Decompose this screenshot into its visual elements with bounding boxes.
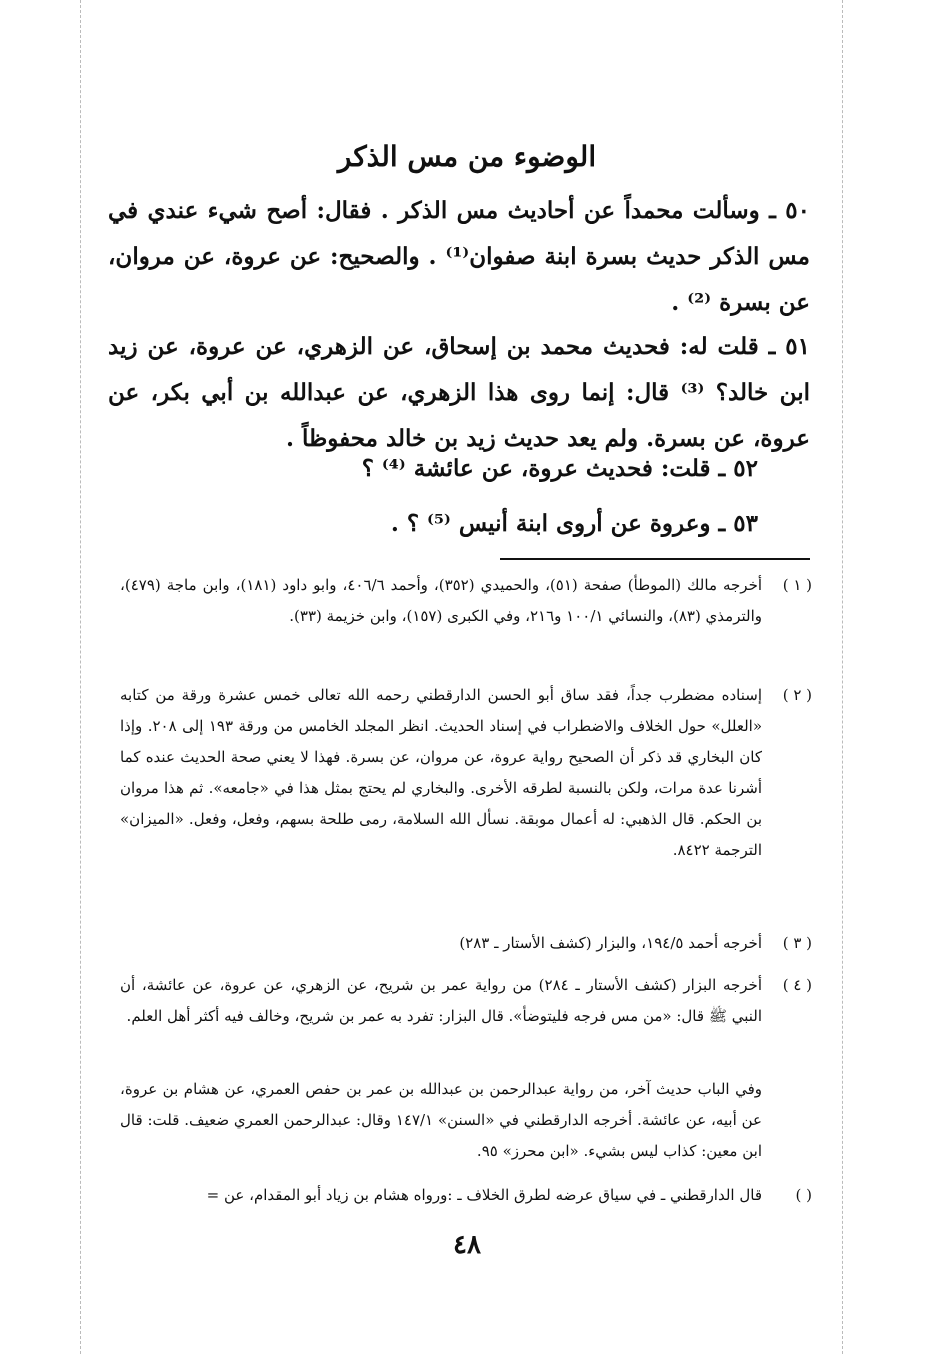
footnote-text: أخرجه البزار (كشف الأستار ـ ٢٨٤) من رواية عمر بن شريح، عن الزهري، عن عروة، عن عائشة، أن النبي ﷺ قال: «من مس فرجه فليتوضأ». قال البزار: تفرد به عمر بن شريح، وخالف فيه أكثر أهل العلم. [120,976,762,1025]
scan-margin-line [842,0,843,1354]
footnotes-2 [120,680,812,866]
page-number: ٤٨ [453,1230,481,1260]
footnotes [120,570,812,632]
footnote-number: ( ٤ ) [782,976,812,994]
paragraph-50-text: ٥٠ ـ وسألت محمداً عن أحاديث مس الذكر . فقال: أصح شيء عندي في مس الذكر حديث بسرة ابنة صفوان⁽¹⁾ . والصحيح: عن عروة، عن مروان، عن بسرة ⁽²⁾ . [108,197,811,316]
footnotes-3 [120,928,812,959]
footnotes-4 [120,970,812,1032]
footnote-number: ( ) [795,1186,812,1204]
footnotes-4b [120,1074,812,1167]
footnote-1 [120,570,812,632]
footnote-text: أخرجه أحمد ١٩٤/٥، والبزار (كشف الأستار ـ ٢٨٣) [459,934,762,952]
footnotes-5 [120,1180,812,1211]
paragraph-50 [108,188,810,326]
footnote-text: وفي الباب حديث آخر، من رواية عبدالرحمن بن عبدالله بن عمر بن حفص العمري، عن هشام بن عروة، عن أبيه، عن عائشة. أخرجه الدارقطني في «السنن» ١٤٧/١ وقال: عبدالرحمن العمري ضعيف. قلت: قال ابن معين: كذاب ليس بشيء. «ابن محرز» ٩٥. [120,1080,762,1160]
footnote-3 [120,928,812,959]
scan-margin-line [80,0,81,1354]
footnote-4 [120,970,812,1032]
footnote-4-continuation [120,1074,812,1167]
paragraph-51 [108,324,810,462]
footnote-number: ( ٢ ) [782,686,812,704]
footnote-text: قال الدارقطني ـ في سياق عرضه لطرق الخلاف ـ :ورواه هشام بن زياد أبو المقدام، عن = [206,1186,762,1204]
footnote-separator [500,558,810,560]
paragraph-51-text: ٥١ ـ قلت له: فحديث محمد بن إسحاق، عن الزهري، عن عروة، عن زيد ابن خالد؟ ⁽³⁾ قال: إنما روى هذا الزهري، عن عبدالله بن أبي بكر، عن عروة، عن بسرة. ولم يعد حديث زيد بن خالد محفوظاً . [108,333,810,452]
footnote-2 [120,680,812,866]
footnote-5 [120,1180,812,1211]
footnote-text: أخرجه مالك (الموطأ) صفحة (٥١)، والحميدي (٣٥٢)، وأحمد ٤٠٦/٦، وابو داود (١٨١)، وابن ماجة (٤٧٩)، والترمذي (٨٣)، والنسائي ١٠٠/١ و٢١٦، وفي الكبرى (١٥٧)، وابن خزيمة (٣٣). [120,576,763,625]
footnote-number: ( ٣ ) [782,934,812,952]
section-title: الوضوء من مس الذكر [337,140,597,173]
footnote-text: إسناده مضطرب جداً، فقد ساق أبو الحسن الدارقطني رحمه الله تعالى خمس عشرة ورقة من كتابه «العلل» حول الخلاف والاضطراب في إسناد الحديث. انظر المجلد الخامس من ورقة ١٩٣ إلى ٢٠٨. وإذا كان البخاري قد ذكر أن الصحيح رواية عروة، عن مروان، عن بسرة. فهذا لا يعني صحة الحديث عنده كما أشرنا عدة مرات، ولكن بالنسبة لطرقه الأخرى. والبخاري لم يحتج بمثل هذا في «جامعه». ثم هذا مروان بن الحكم. قال الذهبي: له أعمال موبقة. نسأل الله السلامة، رمى طلحة بسهم، وفعل، وفعل. «الميزان» الترجمة ٨٤٢٢. [120,686,763,859]
paragraph-53: ٥٣ ـ وعروة عن أروى ابنة أنيس ⁽⁵⁾ ؟ . [390,510,758,537]
footnote-number: ( ١ ) [782,576,812,594]
paragraph-52: ٥٢ ـ قلت: فحديث عروة، عن عائشة ⁽⁴⁾ ؟ [361,455,758,482]
